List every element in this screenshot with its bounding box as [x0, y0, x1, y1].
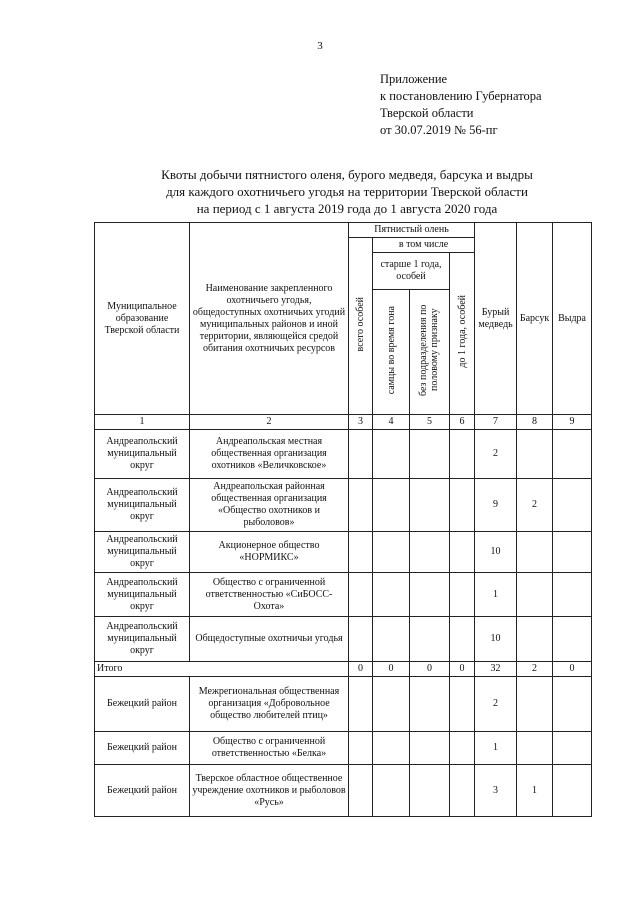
cell-value [373, 617, 410, 662]
cell-value [450, 765, 475, 817]
header-otter: Выдра [553, 223, 592, 415]
cell-value [450, 573, 475, 617]
table-row [95, 573, 592, 617]
table-row [95, 532, 592, 573]
header-males: самцы во время гона [385, 305, 397, 395]
cell-value [373, 532, 410, 573]
cell-ground-name: Общество с ограниченной ответственностью «СиБОСС-Охота» [190, 573, 349, 617]
title-line: Квоты добычи пятнистого оленя, бурого медведя, барсука и выдры [161, 167, 533, 182]
cell-value [517, 430, 553, 479]
appendix-line: Приложение [380, 72, 448, 86]
cell-value [410, 479, 450, 532]
header-under1: до 1 года, особей [456, 295, 468, 368]
cell-value [410, 765, 450, 817]
header-including: в том числе [373, 238, 475, 253]
total-value: 32 [475, 662, 517, 677]
col-number: 1 [95, 415, 190, 430]
cell-value [349, 677, 373, 732]
header-older: старше 1 года, особей [373, 253, 450, 290]
appendix-line: Тверской области [380, 106, 474, 120]
total-value: 0 [450, 662, 475, 677]
cell-ground-name: Общество с ограниченной ответственностью «Белка» [190, 732, 349, 765]
cell-value [450, 430, 475, 479]
cell-value [410, 732, 450, 765]
quota-table [94, 222, 592, 817]
cell-value [553, 677, 592, 732]
cell-value [349, 532, 373, 573]
cell-value [349, 430, 373, 479]
header-ground-name: Наименование закрепленного охотничьего угодья, общедоступных охотничьих угодий муниципальных районов и иной территории, являющейся средой обитания охотничьих ресурсов [190, 223, 349, 415]
cell-municipality: Андреапольский муниципальный округ [95, 479, 190, 532]
cell-value [373, 573, 410, 617]
cell-value [553, 765, 592, 817]
cell-municipality: Бежецкий район [95, 765, 190, 817]
cell-municipality: Андреапольский муниципальный округ [95, 430, 190, 479]
col-number: 8 [517, 415, 553, 430]
cell-ground-name: Тверское областное общественное учреждение охотников и рыболовов «Русь» [190, 765, 349, 817]
table-row [95, 430, 592, 479]
document-title [92, 166, 602, 217]
cell-value [517, 617, 553, 662]
cell-value [349, 732, 373, 765]
cell-value [410, 617, 450, 662]
header-municipality: Муниципальное образование Тверской области [95, 223, 190, 415]
cell-value [553, 430, 592, 479]
header-nosex-cell [410, 290, 450, 415]
cell-municipality: Андреапольский муниципальный округ [95, 573, 190, 617]
header-males-cell [373, 290, 410, 415]
cell-ground-name: Андреапольская районная общественная организация «Общество охотников и рыболовов» [190, 479, 349, 532]
page-number: 3 [317, 40, 323, 52]
cell-value [553, 573, 592, 617]
col-number: 2 [190, 415, 349, 430]
appendix-line: к постановлению Губернатора [380, 89, 542, 103]
table-row [95, 479, 592, 532]
cell-value [450, 532, 475, 573]
cell-value [373, 430, 410, 479]
title-line: для каждого охотничьего угодья на территории Тверской области [166, 184, 528, 199]
col-number: 7 [475, 415, 517, 430]
cell-value [517, 573, 553, 617]
cell-value [410, 677, 450, 732]
total-row [95, 662, 592, 677]
appendix-block [380, 71, 542, 139]
cell-municipality: Бежецкий район [95, 732, 190, 765]
cell-value [517, 732, 553, 765]
cell-value: 2 [475, 677, 517, 732]
cell-value: 2 [517, 479, 553, 532]
cell-value: 3 [475, 765, 517, 817]
cell-value [373, 765, 410, 817]
cell-value [373, 677, 410, 732]
col-number: 3 [349, 415, 373, 430]
total-label: Итого [95, 662, 349, 677]
table-row [95, 617, 592, 662]
cell-value [450, 732, 475, 765]
cell-value [410, 532, 450, 573]
cell-value [553, 732, 592, 765]
cell-municipality: Андреапольский муниципальный округ [95, 617, 190, 662]
table-row [95, 732, 592, 765]
cell-value [450, 479, 475, 532]
cell-ground-name: Андреапольская местная общественная организация охотников «Величковское» [190, 430, 349, 479]
cell-value [349, 573, 373, 617]
total-value: 0 [349, 662, 373, 677]
header-bear: Бурый медведь [475, 223, 517, 415]
col-number: 6 [450, 415, 475, 430]
cell-value [553, 617, 592, 662]
cell-ground-name: Межрегиональная общественная организация «Добровольное общество любителей птиц» [190, 677, 349, 732]
total-value: 2 [517, 662, 553, 677]
col-number: 4 [373, 415, 410, 430]
cell-value: 9 [475, 479, 517, 532]
cell-value: 2 [475, 430, 517, 479]
cell-value [410, 430, 450, 479]
cell-value [450, 617, 475, 662]
header-under1-cell [450, 253, 475, 415]
cell-value [373, 732, 410, 765]
cell-value: 1 [517, 765, 553, 817]
title-line: на период с 1 августа 2019 года до 1 августа 2020 года [196, 201, 498, 216]
cell-ground-name: Общедоступные охотничьи угодья [190, 617, 349, 662]
header-total-cell [349, 238, 373, 415]
cell-value [349, 765, 373, 817]
total-value: 0 [373, 662, 410, 677]
cell-value [349, 479, 373, 532]
cell-value: 1 [475, 573, 517, 617]
header-badger: Барсук [517, 223, 553, 415]
cell-value [450, 677, 475, 732]
cell-value: 1 [475, 732, 517, 765]
cell-value [410, 573, 450, 617]
cell-value [349, 617, 373, 662]
cell-municipality: Бежецкий район [95, 677, 190, 732]
column-numbers-row [95, 415, 592, 430]
cell-ground-name: Акционерное общество «НОРМИКС» [190, 532, 349, 573]
col-number: 9 [553, 415, 592, 430]
table-row [95, 677, 592, 732]
total-value: 0 [553, 662, 592, 677]
header-total: всего особей [355, 296, 366, 352]
cell-value: 10 [475, 617, 517, 662]
cell-value [553, 532, 592, 573]
cell-municipality: Андреапольский муниципальный округ [95, 532, 190, 573]
cell-value [373, 479, 410, 532]
header-spotted-deer: Пятнистый олень [349, 223, 475, 238]
cell-value [517, 532, 553, 573]
col-number: 5 [410, 415, 450, 430]
cell-value: 10 [475, 532, 517, 573]
table-row [95, 765, 592, 817]
header-nosex: без подразделения по половому признаку [417, 304, 440, 396]
cell-value [553, 479, 592, 532]
cell-value [517, 677, 553, 732]
total-value: 0 [410, 662, 450, 677]
appendix-line: от 30.07.2019 № 56-пг [380, 123, 498, 137]
